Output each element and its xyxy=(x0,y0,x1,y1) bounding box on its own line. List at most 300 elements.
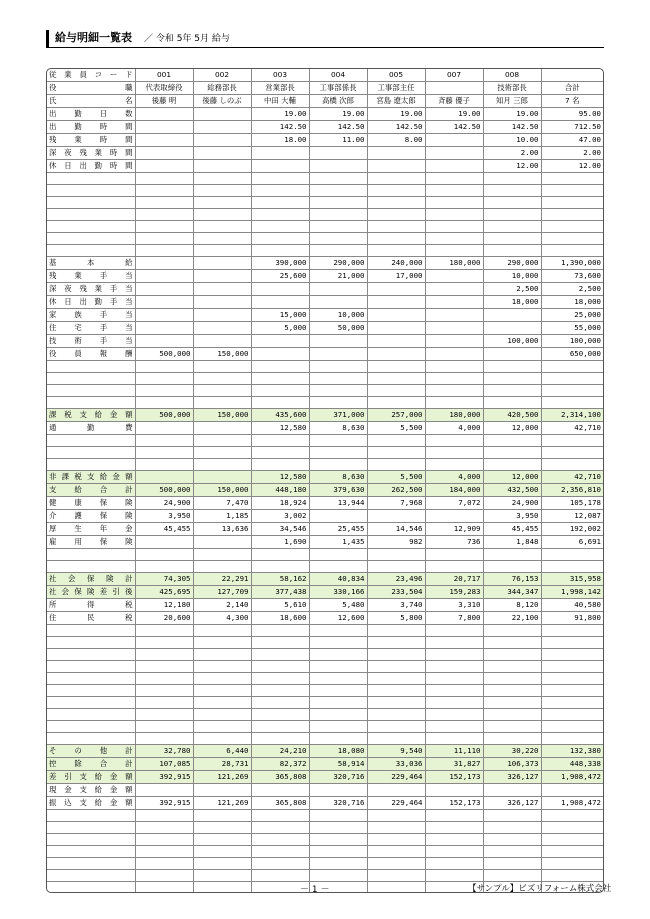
value-cell: 500,000 xyxy=(135,348,193,361)
value-cell: 240,000 xyxy=(367,257,425,270)
value-cell xyxy=(251,221,309,233)
value-cell xyxy=(193,858,251,870)
value-cell xyxy=(425,709,483,721)
table-row xyxy=(47,510,603,523)
value-cell: 19.00 xyxy=(309,108,367,121)
row-label xyxy=(47,721,135,733)
total-cell xyxy=(541,637,603,649)
value-cell xyxy=(135,810,193,822)
value-cell xyxy=(135,637,193,649)
value-cell: 180,000 xyxy=(425,409,483,422)
value-cell xyxy=(367,296,425,309)
value-cell: 121,269 xyxy=(193,771,251,784)
company-name: 【サンプル】ビズリフォーム株式会社 xyxy=(468,884,612,894)
value-cell xyxy=(367,447,425,459)
table-row xyxy=(47,697,603,709)
row-label xyxy=(47,397,135,409)
value-cell xyxy=(367,322,425,335)
table-row xyxy=(47,270,603,283)
table-row xyxy=(47,385,603,397)
header-cell: 工事部係長 xyxy=(309,82,367,95)
value-cell: 142.50 xyxy=(483,121,541,134)
value-cell: 9,540 xyxy=(367,745,425,758)
report-title-area xyxy=(46,30,604,48)
row-label xyxy=(47,435,135,447)
total-cell xyxy=(541,397,603,409)
row-label xyxy=(47,697,135,709)
value-cell xyxy=(251,858,309,870)
total-cell: 47.00 xyxy=(541,134,603,147)
total-cell xyxy=(541,561,603,573)
value-cell xyxy=(367,221,425,233)
table-row xyxy=(47,745,603,758)
value-cell xyxy=(483,697,541,709)
table-row xyxy=(47,599,603,612)
header-cell: 008 xyxy=(483,69,541,82)
header-cell: 007 xyxy=(425,69,483,82)
row-label: 支給合計 xyxy=(47,484,135,497)
value-cell xyxy=(193,422,251,435)
value-cell xyxy=(135,625,193,637)
value-cell xyxy=(251,709,309,721)
value-cell xyxy=(425,858,483,870)
header-label-right: 職 xyxy=(125,83,133,92)
table-row xyxy=(47,523,603,536)
value-cell xyxy=(483,348,541,361)
row-label: 基本給 xyxy=(47,257,135,270)
value-cell xyxy=(425,673,483,685)
value-cell: 262,500 xyxy=(367,484,425,497)
value-cell xyxy=(251,335,309,348)
table-row xyxy=(47,549,603,561)
value-cell xyxy=(483,637,541,649)
header-row-label: 従業員コード xyxy=(47,69,135,82)
value-cell xyxy=(251,733,309,745)
value-cell: 392,915 xyxy=(135,797,193,810)
value-cell xyxy=(135,459,193,471)
value-cell xyxy=(309,549,367,561)
value-cell xyxy=(309,435,367,447)
value-cell xyxy=(251,810,309,822)
value-cell xyxy=(425,185,483,197)
value-cell xyxy=(425,373,483,385)
value-cell xyxy=(251,661,309,673)
value-cell xyxy=(193,197,251,209)
row-label xyxy=(47,185,135,197)
value-cell xyxy=(135,373,193,385)
value-cell: 2.00 xyxy=(483,147,541,160)
value-cell xyxy=(309,661,367,673)
value-cell xyxy=(135,447,193,459)
header-label-left: 役 xyxy=(49,83,57,92)
value-cell xyxy=(193,361,251,373)
value-cell xyxy=(367,822,425,834)
value-cell: 33,036 xyxy=(367,758,425,771)
value-cell: 10,000 xyxy=(309,309,367,322)
value-cell: 377,438 xyxy=(251,586,309,599)
row-label xyxy=(47,673,135,685)
total-cell xyxy=(541,361,603,373)
value-cell xyxy=(193,397,251,409)
value-cell xyxy=(483,870,541,882)
value-cell xyxy=(251,160,309,173)
row-label xyxy=(47,822,135,834)
value-cell: 13,944 xyxy=(309,497,367,510)
header-row xyxy=(47,95,603,108)
value-cell: 392,915 xyxy=(135,771,193,784)
value-cell xyxy=(483,834,541,846)
total-cell: 18,000 xyxy=(541,296,603,309)
value-cell xyxy=(193,536,251,549)
table-row xyxy=(47,612,603,625)
total-cell xyxy=(541,661,603,673)
value-cell xyxy=(425,784,483,797)
value-cell xyxy=(135,296,193,309)
value-cell xyxy=(309,858,367,870)
value-cell xyxy=(193,561,251,573)
value-cell xyxy=(135,673,193,685)
total-cell: 1,998,142 xyxy=(541,586,603,599)
table-row xyxy=(47,447,603,459)
value-cell xyxy=(193,685,251,697)
value-cell xyxy=(367,561,425,573)
row-label xyxy=(47,245,135,257)
header-row xyxy=(47,82,603,95)
header-cell: 宮島 遼太郎 xyxy=(367,95,425,108)
value-cell: 76,153 xyxy=(483,573,541,586)
header-cell: 営業部長 xyxy=(251,82,309,95)
value-cell xyxy=(251,397,309,409)
value-cell xyxy=(367,721,425,733)
value-cell: 1,185 xyxy=(193,510,251,523)
row-label xyxy=(47,882,135,894)
value-cell xyxy=(309,296,367,309)
value-cell xyxy=(425,637,483,649)
row-label xyxy=(47,649,135,661)
value-cell: 3,950 xyxy=(483,510,541,523)
header-cell: 後藤 しのぶ xyxy=(193,95,251,108)
value-cell xyxy=(251,209,309,221)
header-cell: 工事部主任 xyxy=(367,82,425,95)
value-cell: 20,600 xyxy=(135,612,193,625)
header-cell: 中田 大輔 xyxy=(251,95,309,108)
table-row xyxy=(47,586,603,599)
value-cell xyxy=(309,221,367,233)
value-cell xyxy=(193,870,251,882)
value-cell xyxy=(193,134,251,147)
value-cell xyxy=(425,661,483,673)
value-cell: 8,630 xyxy=(309,422,367,435)
value-cell xyxy=(251,147,309,160)
table-row xyxy=(47,561,603,573)
value-cell xyxy=(251,245,309,257)
value-cell xyxy=(367,784,425,797)
row-label: 雇用保険 xyxy=(47,536,135,549)
total-cell: 42,710 xyxy=(541,471,603,484)
value-cell xyxy=(367,625,425,637)
value-cell: 320,716 xyxy=(309,771,367,784)
table-row xyxy=(47,233,603,245)
total-cell xyxy=(541,784,603,797)
value-cell xyxy=(309,810,367,822)
table-row xyxy=(47,625,603,637)
value-cell xyxy=(251,296,309,309)
total-cell: 192,002 xyxy=(541,523,603,536)
row-label xyxy=(47,173,135,185)
value-cell xyxy=(483,173,541,185)
value-cell xyxy=(425,361,483,373)
value-cell xyxy=(309,373,367,385)
value-cell: 326,127 xyxy=(483,771,541,784)
value-cell xyxy=(135,385,193,397)
value-cell xyxy=(367,185,425,197)
value-cell: 22,291 xyxy=(193,573,251,586)
value-cell xyxy=(135,536,193,549)
value-cell xyxy=(425,822,483,834)
total-cell xyxy=(541,810,603,822)
value-cell xyxy=(367,510,425,523)
value-cell xyxy=(483,733,541,745)
header-row xyxy=(47,69,603,82)
value-cell xyxy=(193,882,251,894)
row-label: 控除合計 xyxy=(47,758,135,771)
value-cell xyxy=(483,858,541,870)
value-cell xyxy=(135,733,193,745)
row-label: 非課税支給金額 xyxy=(47,471,135,484)
value-cell: 142.50 xyxy=(251,121,309,134)
total-cell: 132,380 xyxy=(541,745,603,758)
total-cell: 2,500 xyxy=(541,283,603,296)
value-cell: 40,834 xyxy=(309,573,367,586)
value-cell xyxy=(193,709,251,721)
value-cell xyxy=(309,685,367,697)
value-cell: 152,173 xyxy=(425,771,483,784)
value-cell xyxy=(193,733,251,745)
value-cell xyxy=(193,270,251,283)
value-cell: 18,080 xyxy=(309,745,367,758)
value-cell xyxy=(251,685,309,697)
header-cell: 後藤 明 xyxy=(135,95,193,108)
value-cell xyxy=(425,459,483,471)
table-row xyxy=(47,134,603,147)
value-cell: 6,440 xyxy=(193,745,251,758)
value-cell xyxy=(425,348,483,361)
table-row xyxy=(47,197,603,209)
value-cell xyxy=(309,185,367,197)
value-cell xyxy=(193,834,251,846)
value-cell xyxy=(135,709,193,721)
table-row xyxy=(47,160,603,173)
row-label: 健康保険 xyxy=(47,497,135,510)
value-cell xyxy=(425,870,483,882)
value-cell: 982 xyxy=(367,536,425,549)
value-cell xyxy=(367,733,425,745)
value-cell xyxy=(367,697,425,709)
value-cell xyxy=(425,209,483,221)
value-cell xyxy=(367,709,425,721)
value-cell xyxy=(425,435,483,447)
value-cell xyxy=(251,846,309,858)
total-cell xyxy=(541,846,603,858)
value-cell xyxy=(483,784,541,797)
value-cell xyxy=(193,810,251,822)
value-cell xyxy=(251,283,309,296)
total-cell: 73,600 xyxy=(541,270,603,283)
value-cell: 82,372 xyxy=(251,758,309,771)
row-label xyxy=(47,870,135,882)
value-cell xyxy=(483,459,541,471)
value-cell: 2,500 xyxy=(483,283,541,296)
value-cell xyxy=(309,197,367,209)
value-cell: 13,636 xyxy=(193,523,251,536)
value-cell xyxy=(309,637,367,649)
value-cell xyxy=(309,834,367,846)
value-cell: 58,162 xyxy=(251,573,309,586)
value-cell xyxy=(193,447,251,459)
value-cell: 7,072 xyxy=(425,497,483,510)
row-label xyxy=(47,459,135,471)
table-row xyxy=(47,784,603,797)
value-cell xyxy=(367,245,425,257)
value-cell xyxy=(367,233,425,245)
value-cell xyxy=(483,397,541,409)
value-cell xyxy=(135,834,193,846)
value-cell xyxy=(135,561,193,573)
value-cell xyxy=(135,322,193,335)
total-cell: 315,958 xyxy=(541,573,603,586)
row-label xyxy=(47,733,135,745)
total-cell: 55,000 xyxy=(541,322,603,335)
row-label xyxy=(47,233,135,245)
header-cell: 技術部長 xyxy=(483,82,541,95)
total-cell xyxy=(541,373,603,385)
value-cell xyxy=(309,147,367,160)
total-cell: 42,710 xyxy=(541,422,603,435)
value-cell xyxy=(135,435,193,447)
value-cell: 180,000 xyxy=(425,257,483,270)
value-cell xyxy=(135,270,193,283)
row-label: 社会保険計 xyxy=(47,573,135,586)
value-cell: 8,630 xyxy=(309,471,367,484)
value-cell xyxy=(135,283,193,296)
row-label: 介護保険 xyxy=(47,510,135,523)
payroll-table xyxy=(47,69,603,893)
value-cell: 4,300 xyxy=(193,612,251,625)
value-cell: 320,716 xyxy=(309,797,367,810)
value-cell xyxy=(193,385,251,397)
value-cell xyxy=(193,661,251,673)
value-cell: 100,000 xyxy=(483,335,541,348)
total-cell xyxy=(541,649,603,661)
value-cell: 229,464 xyxy=(367,771,425,784)
row-label: 残業時間 xyxy=(47,134,135,147)
total-cell xyxy=(541,197,603,209)
value-cell: 12,580 xyxy=(251,422,309,435)
value-cell xyxy=(193,697,251,709)
value-cell: 106,373 xyxy=(483,758,541,771)
value-cell: 150,000 xyxy=(193,348,251,361)
row-label: 深夜残業時間 xyxy=(47,147,135,160)
value-cell: 45,455 xyxy=(135,523,193,536)
value-cell xyxy=(367,685,425,697)
row-label xyxy=(47,709,135,721)
value-cell: 32,780 xyxy=(135,745,193,758)
table-row xyxy=(47,834,603,846)
table-row xyxy=(47,733,603,745)
value-cell: 159,283 xyxy=(425,586,483,599)
header-cell: 知月 三郎 xyxy=(483,95,541,108)
value-cell xyxy=(193,233,251,245)
total-cell xyxy=(541,709,603,721)
value-cell: 11.00 xyxy=(309,134,367,147)
value-cell: 3,002 xyxy=(251,510,309,523)
value-cell xyxy=(193,822,251,834)
value-cell xyxy=(367,173,425,185)
total-cell: 1,908,472 xyxy=(541,771,603,784)
value-cell xyxy=(135,361,193,373)
value-cell xyxy=(135,134,193,147)
value-cell xyxy=(309,160,367,173)
table-row xyxy=(47,309,603,322)
row-label: 所得税 xyxy=(47,599,135,612)
value-cell xyxy=(251,637,309,649)
total-cell xyxy=(541,834,603,846)
value-cell xyxy=(135,309,193,322)
value-cell: 31,827 xyxy=(425,758,483,771)
value-cell xyxy=(135,209,193,221)
value-cell xyxy=(251,822,309,834)
value-cell: 344,347 xyxy=(483,586,541,599)
value-cell xyxy=(309,561,367,573)
value-cell xyxy=(309,348,367,361)
value-cell xyxy=(193,471,251,484)
value-cell: 19.00 xyxy=(425,108,483,121)
value-cell: 365,808 xyxy=(251,771,309,784)
value-cell xyxy=(193,784,251,797)
header-cell: 高橋 次郎 xyxy=(309,95,367,108)
value-cell xyxy=(425,134,483,147)
value-cell xyxy=(309,673,367,685)
value-cell xyxy=(425,510,483,523)
value-cell xyxy=(135,221,193,233)
total-cell xyxy=(541,870,603,882)
header-label-left: 氏 xyxy=(49,96,57,105)
value-cell xyxy=(309,733,367,745)
value-cell xyxy=(425,147,483,160)
header-cell: 総務部長 xyxy=(193,82,251,95)
value-cell xyxy=(367,348,425,361)
value-cell xyxy=(193,160,251,173)
header-cell: 合計 xyxy=(541,82,603,95)
value-cell: 10.00 xyxy=(483,134,541,147)
row-label xyxy=(47,846,135,858)
header-cell: 003 xyxy=(251,69,309,82)
value-cell xyxy=(193,435,251,447)
total-cell xyxy=(541,447,603,459)
value-cell: 34,546 xyxy=(251,523,309,536)
total-cell xyxy=(541,733,603,745)
value-cell xyxy=(367,361,425,373)
table-row xyxy=(47,649,603,661)
value-cell: 5,500 xyxy=(367,422,425,435)
row-label xyxy=(47,685,135,697)
value-cell: 24,210 xyxy=(251,745,309,758)
header-row-label xyxy=(47,82,135,95)
value-cell: 7,470 xyxy=(193,497,251,510)
value-cell: 19.00 xyxy=(251,108,309,121)
value-cell: 21,000 xyxy=(309,270,367,283)
value-cell xyxy=(251,361,309,373)
